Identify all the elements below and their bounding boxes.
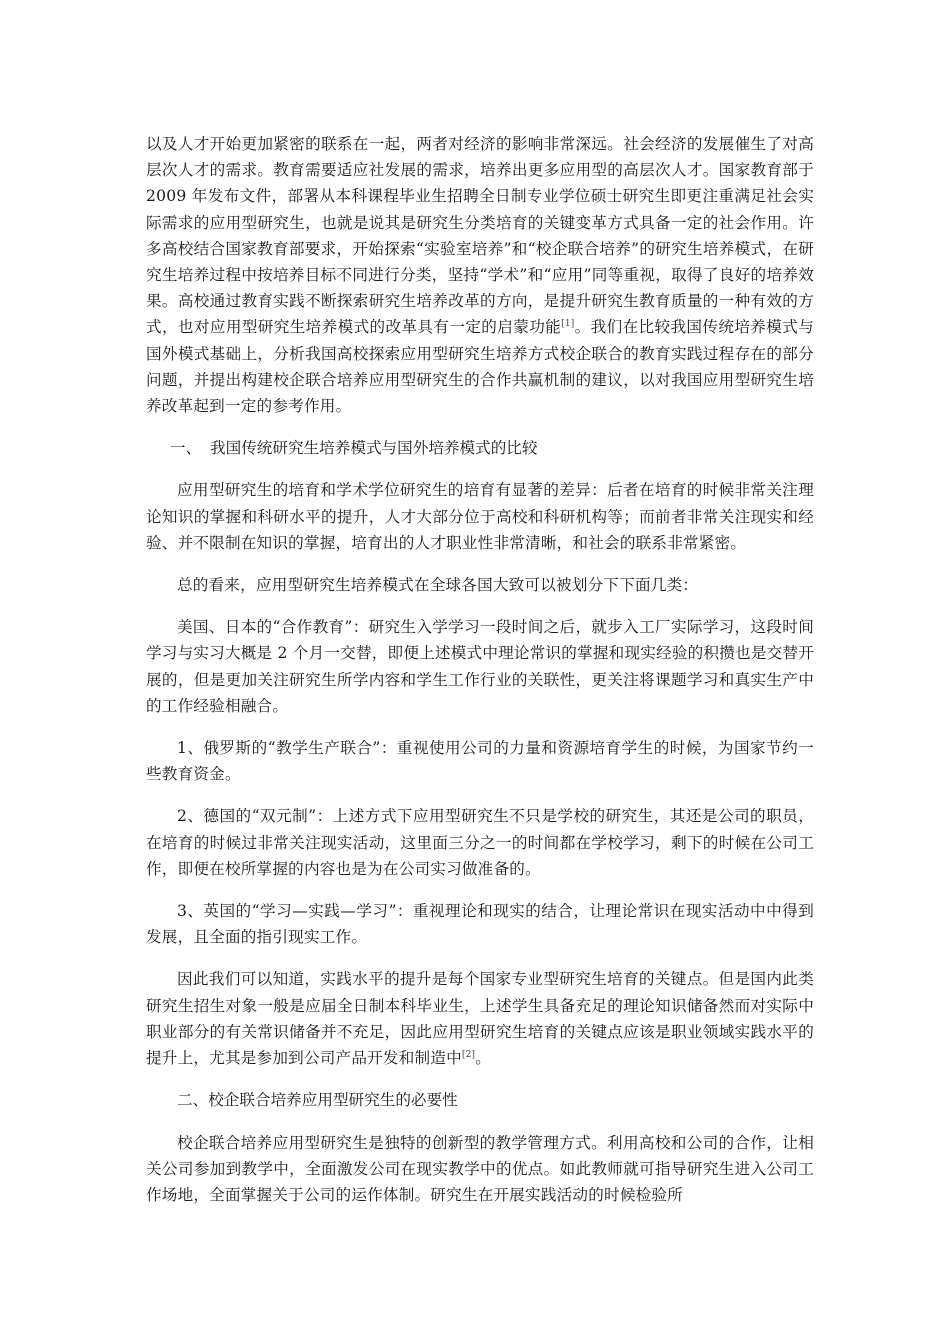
conclusion-text-a: 因此我们可以知道，实践水平的提升是每个国家专业型研究生培育的关键点。但是国内此类研究生招生对象一般是应届全日制本科毕业生，上述学生具备充足的理论知识储备然而对实际中职业部分的有关常识储备并不充足，因此应用型研究生培育的关键点应该是职业领域实践水平的提升上，尤其是参加到公司产品开发和制造中 <box>146 970 814 1068</box>
citation-2: [2] <box>461 1049 476 1060</box>
intro-text-a: 以及人才开始更加紧密的联系在一起，两者对经济的影响非常深远。社会经济的发展催生了对高层次人才的需求。教育需要适应社发展的需求，培养出更多应用型的高层次人才。国家教育部于 2009 年发布文件，部署从本科课程毕业生招聘全日制专业学位硕士研究生即更注重满足社会实际需求的应用型研究生，也就是说其是研究生分类培育的关键变革方式具备一定的社会作用。许多高校结合国家教育部要求，开始探索“实验室培养”和“校企联合培养”的研究生培养模式，在研究生培养过程中按培养目标不同进行分类，坚持“学术”和“应用”同等重视，取得了良好的培养效果。高校通过教育实践不断探索研究生培养改革的方向，是提升研究生教育质量的一种有效的方式，也对应用型研究生培养模式的改革具有一定的启蒙功能 <box>146 135 814 337</box>
citation-1: [1] <box>561 319 575 330</box>
paragraph-conclusion <box>146 966 814 1071</box>
intro-text-b: 。我们在比较我国传统培养模式与国外模式基础上，分析我国高校探索应用型研究生培养方式校企联合的教育实践过程存在的部分问题，并提出构建校企联合培养应用型研究生的合作共赢机制的建议，以对我国应用型研究生培养改革起到一定的参考作用。 <box>146 318 814 416</box>
section-1-title: 我国传统研究生培养模式与国外培养模式的比较 <box>210 439 538 458</box>
paragraph-germany: 2、德国的“双元制”：上述方式下应用型研究生不只是学校的研究生，其还是公司的职员，在培育的时候过非常关注现实活动，这里面三分之一的时间都在学校学习，剩下的时候在公司工作，即便在校所掌握的内容也是为在公司实习做准备的。 <box>146 807 814 878</box>
paragraph-uk: 3、英国的“学习—实践—学习”：重视理论和现实的结合，让理论常识在现实活动中中得到发展，且全面的指引现实工作。 <box>146 902 814 947</box>
paragraph-overview: 总的看来，应用型研究生培养模式在全球各国大致可以被划分下下面几类： <box>177 576 699 595</box>
intro-paragraph <box>146 131 814 419</box>
section-heading-2: 二、校企联合培养应用型研究生的必要性 <box>177 1091 458 1110</box>
conclusion-text-b: 。 <box>475 1049 492 1068</box>
paragraph-comparison: 应用型研究生的培育和学术学位研究生的培育有显著的差异：后者在培育的时候非常关注理论知识的掌握和科研水平的提升，人才大部分位于高校和科研机构等；而前者非常关注现实和经验、并不限制在知识的掌握，培育出的人才职业性非常清晰，和社会的联系非常紧密。 <box>146 481 814 552</box>
paragraph-usa-japan: 美国、日本的“合作教育”：研究生入学学习一段时间之后，就步入工厂实际学习，这段时间学习与实习大概是 2 个月一交替，即便上述模式中理论常识的掌握和现实经验的积攒也是交替开展的，但是更加关注研究生所学内容和学生工作行业的关联性，更关注将课题学习和真实生产中的工作经验相融合。 <box>146 618 814 715</box>
section-heading-1 <box>146 435 814 461</box>
paragraph-necessity: 校企联合培养应用型研究生是独特的创新型的教学管理方式。利用高校和公司的合作，让相关公司参加到教学中，全面激发公司在现实教学中的优点。如此教师就可指导研究生进入公司工作场地，全面掌握关于公司的运作体制。研究生在开展实践活动的时候检验所 <box>146 1133 814 1204</box>
section-1-number: 一、 <box>170 439 202 458</box>
paragraph-russia: 1、俄罗斯的“教学生产联合”：重视使用公司的力量和资源培育学生的时候，为国家节约一些教育资金。 <box>146 739 814 784</box>
document-body <box>146 131 814 1208</box>
